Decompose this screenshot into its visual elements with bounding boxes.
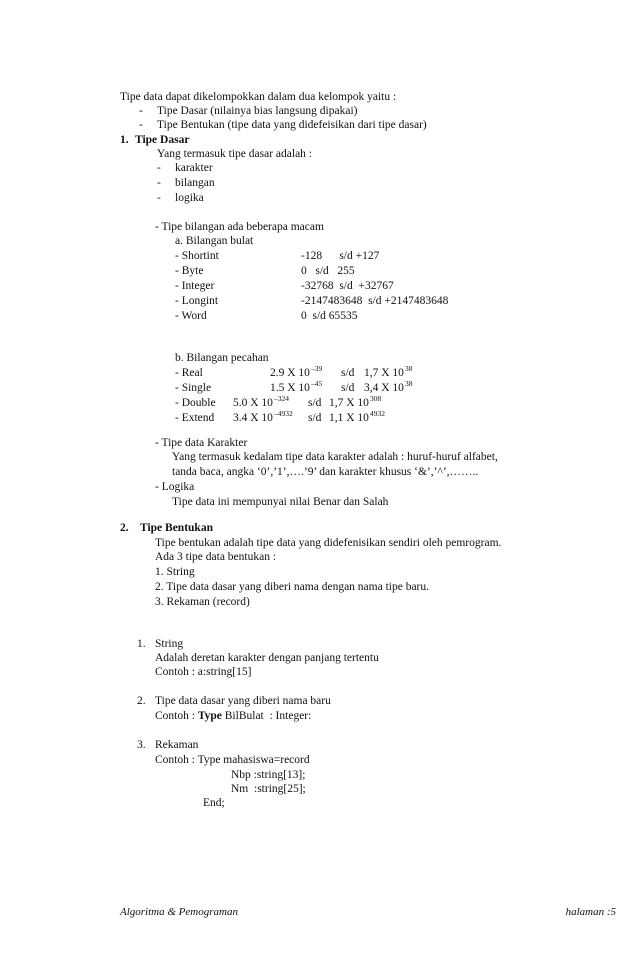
pecahan-sep: s/d — [341, 367, 355, 379]
detail-number: 2. — [137, 695, 146, 707]
karakter-line1: Yang termasuk kedalam tipe data karakter adalah : huruf-huruf alfabet, — [172, 451, 498, 463]
pecahan-max: 3,4 X $10^{38}$ — [364, 379, 413, 394]
list-dash: - — [157, 177, 161, 189]
section2-list-item: 2. Tipe data dasar yang diberi nama dengan nama tipe baru. — [155, 581, 430, 593]
intro-item-tipe-bentukan: Tipe Bentukan (tipe data yang didefeisikan dari tipe dasar) — [157, 119, 427, 131]
pecahan-type-name: - Double — [175, 397, 216, 409]
pecahan-type-name: - Extend — [175, 412, 215, 424]
bulat-type-name: - Integer — [175, 280, 215, 292]
detail-title: Rekaman — [155, 739, 199, 751]
section2-number: 2. — [120, 522, 129, 534]
section1-intro: Yang termasuk tipe dasar adalah : — [157, 148, 312, 160]
intro-bullet-dash: - — [139, 105, 143, 117]
list-item-bilangan: bilangan — [175, 177, 215, 189]
bulat-type-name: - Shortint — [175, 250, 219, 262]
list-item-logika: logika — [175, 192, 204, 204]
section2-title: Tipe Bentukan — [140, 522, 213, 534]
karakter-heading: - Tipe data Karakter — [155, 437, 248, 449]
intro-text: Tipe data dapat dikelompokkan dalam dua kelompok yaitu : — [120, 91, 397, 103]
section1-title: Tipe Dasar — [135, 134, 190, 146]
section2-line2: Ada 3 tipe data bentukan : — [155, 551, 277, 563]
intro-item-tipe-dasar: Tipe Dasar (nilainya bias langsung dipakai) — [157, 105, 358, 117]
footer-page-number: halaman :5 — [565, 906, 616, 918]
code-line: End; — [203, 797, 225, 809]
detail-number: 1. — [137, 638, 146, 650]
bulat-type-range: -128 s/d +127 — [301, 250, 380, 262]
bulat-type-range: -2147483648 s/d +2147483648 — [301, 295, 449, 307]
bulat-type-range: 0 s/d 65535 — [301, 310, 358, 322]
karakter-line2: tanda baca, angka ‘0’,’1’,….’9’ dan karakter khusus ‘&’,’^’,…….. — [172, 466, 479, 478]
bulat-type-range: 0 s/d 255 — [301, 265, 355, 277]
list-dash: - — [157, 162, 161, 174]
pecahan-type-name: - Single — [175, 382, 212, 394]
pecahan-min: 2.9 X $10^{-39}$ — [270, 364, 323, 379]
pecahan-sep: s/d — [308, 397, 322, 409]
section2-list-item: 3. Rekaman (record) — [155, 596, 250, 608]
footer-title: Algoritma & Pemograman — [120, 906, 238, 918]
bulat-type-name: - Longint — [175, 295, 219, 307]
detail-title: String — [155, 638, 184, 650]
list-item-karakter: karakter — [175, 162, 213, 174]
bulat-heading: a. Bilangan bulat — [175, 235, 254, 247]
detail-example: Contoh : a:string[15] — [155, 666, 252, 678]
detail-title: Tipe data dasar yang diberi nama baru — [155, 695, 331, 707]
pecahan-max: 1,7 X $10^{38}$ — [364, 364, 413, 379]
bulat-type-name: - Byte — [175, 265, 204, 277]
detail-example: Contoh : Type BilBulat : Integer: — [155, 710, 312, 722]
logika-line: Tipe data ini mempunyai nilai Benar dan Salah — [172, 496, 389, 508]
list-dash: - — [157, 192, 161, 204]
section2-list-item: 1. String — [155, 566, 195, 578]
pecahan-sep: s/d — [308, 412, 322, 424]
pecahan-type-name: - Real — [175, 367, 203, 379]
pecahan-min: 3.4 X $10^{-4932}$ — [233, 409, 293, 424]
bulat-type-name: - Word — [175, 310, 207, 322]
logika-heading: - Logika — [155, 481, 195, 493]
pecahan-heading: b. Bilangan pecahan — [175, 352, 269, 364]
bilangan-intro: - Tipe bilangan ada beberapa macam — [155, 221, 324, 233]
code-line: Nm :string[25]; — [231, 783, 306, 795]
detail-desc: Adalah deretan karakter dengan panjang tertentu — [155, 652, 379, 664]
intro-bullet-dash: - — [139, 119, 143, 131]
detail-example: Contoh : Type mahasiswa=record — [155, 754, 310, 766]
bulat-type-range: -32768 s/d +32767 — [301, 280, 394, 292]
section2-line1: Tipe bentukan adalah tipe data yang didefenisikan sendiri oleh pemrogram. — [155, 537, 502, 549]
pecahan-min: 5.0 X $10^{-324}$ — [233, 394, 289, 409]
code-line: Nbp :string[13]; — [231, 769, 306, 781]
detail-number: 3. — [137, 739, 146, 751]
section1-number: 1. — [120, 134, 129, 146]
pecahan-min: 1.5 X $10^{-45}$ — [270, 379, 323, 394]
pecahan-max: 1,7 X $10^{308}$ — [329, 394, 382, 409]
pecahan-max: 1,1 X $10^{4932}$ — [329, 409, 385, 424]
pecahan-sep: s/d — [341, 382, 355, 394]
